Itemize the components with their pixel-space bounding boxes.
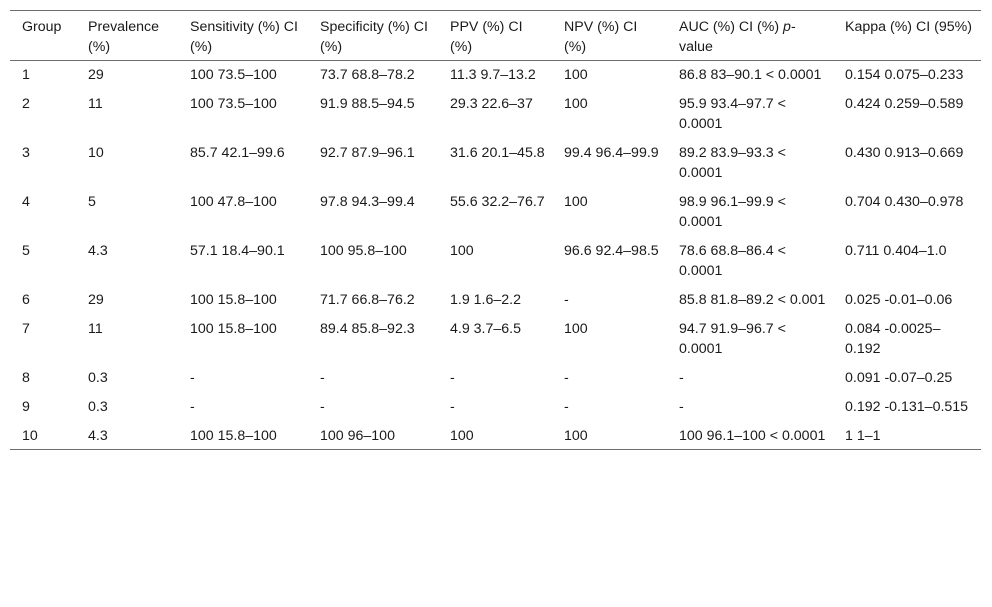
cell-specificity: 100 96–100: [320, 428, 395, 444]
cell-auc: 86.8 83–90.1 < 0.0001: [679, 67, 822, 83]
cell-auc: -: [679, 370, 684, 386]
header-prevalence: Prevalence (%): [88, 19, 159, 55]
header-auc-p: p: [783, 19, 791, 35]
cell-prevalence: 5: [88, 194, 96, 210]
table-header: [10, 11, 981, 61]
table-row: [10, 61, 981, 89]
cell-npv: -: [564, 399, 569, 415]
cell-sensitivity: 100 47.8–100: [190, 194, 277, 210]
cell-kappa: 0.704 0.430–0.978: [845, 194, 964, 210]
header-npv: NPV (%) CI (%): [564, 19, 638, 55]
cell-ppv: 11.3 9.7–13.2: [450, 67, 536, 83]
table-row: [10, 313, 981, 362]
cell-auc: 100 96.1–100 < 0.0001: [679, 428, 826, 444]
cell-auc: 94.7 91.9–96.7 < 0.0001: [679, 321, 786, 357]
cell-sensitivity: 57.1 18.4–90.1: [190, 243, 285, 259]
cell-specificity: 91.9 88.5–94.5: [320, 96, 415, 112]
cell-specificity: -: [320, 370, 325, 386]
cell-sensitivity: 100 15.8–100: [190, 321, 277, 337]
header-kappa: Kappa (%) CI (95%): [845, 19, 972, 35]
cell-prevalence: 4.3: [88, 243, 108, 259]
cell-group: 8: [22, 370, 30, 386]
cell-ppv: 4.9 3.7–6.5: [450, 321, 521, 337]
header-row: [10, 11, 981, 61]
cell-specificity: 100 95.8–100: [320, 243, 407, 259]
header-auc: [667, 11, 833, 61]
cell-npv: 99.4 96.4–99.9: [564, 145, 659, 161]
cell-npv: 100: [564, 96, 588, 112]
cell-sensitivity: 85.7 42.1–99.6: [190, 145, 285, 161]
cell-group: 4: [22, 194, 30, 210]
cell-npv: -: [564, 370, 569, 386]
header-ppv: PPV (%) CI (%): [450, 19, 523, 55]
cell-ppv: 29.3 22.6–37: [450, 96, 533, 112]
cell-prevalence: 29: [88, 67, 104, 83]
cell-prevalence: 11: [88, 96, 103, 112]
cell-kappa: 0.192 -0.131–0.515: [845, 399, 969, 415]
header-group: Group: [22, 19, 62, 35]
cell-auc: 89.2 83.9–93.3 < 0.0001: [679, 145, 786, 181]
cell-kappa: 0.091 -0.07–0.25: [845, 370, 953, 386]
table-row: [10, 235, 981, 284]
cell-kappa: 0.084 -0.0025–0.192: [845, 321, 941, 357]
cell-prevalence: 0.3: [88, 399, 108, 415]
cell-prevalence: 11: [88, 321, 103, 337]
cell-auc: 78.6 68.8–86.4 < 0.0001: [679, 243, 786, 279]
cell-group: 10: [22, 428, 38, 444]
table-row: [10, 88, 981, 137]
cell-group: 9: [22, 399, 30, 415]
cell-npv: 100: [564, 67, 588, 83]
cell-group: 6: [22, 292, 30, 308]
cell-npv: 100: [564, 428, 588, 444]
cell-prevalence: 0.3: [88, 370, 108, 386]
cell-kappa: 0.025 -0.01–0.06: [845, 292, 953, 308]
cell-kappa: 0.711 0.404–1.0: [845, 243, 947, 259]
results-table: [10, 10, 981, 450]
cell-group: 3: [22, 145, 30, 161]
cell-ppv: -: [450, 370, 455, 386]
cell-specificity: 97.8 94.3–99.4: [320, 194, 415, 210]
header-sensitivity: Sensitivity (%) CI (%): [190, 19, 298, 55]
table-row: [10, 137, 981, 186]
table-row: [10, 362, 981, 391]
table-row: [10, 186, 981, 235]
cell-prevalence: 10: [88, 145, 104, 161]
header-auc-text: AUC (%) CI (%): [679, 19, 784, 35]
cell-specificity: 73.7 68.8–78.2: [320, 67, 415, 83]
cell-auc: 95.9 93.4–97.7 < 0.0001: [679, 96, 786, 132]
cell-sensitivity: 100 73.5–100: [190, 67, 277, 83]
cell-sensitivity: 100 15.8–100: [190, 292, 277, 308]
table-row: [10, 420, 981, 450]
table-body: [10, 61, 981, 450]
cell-ppv: 1.9 1.6–2.2: [450, 292, 521, 308]
cell-kappa: 1 1–1: [845, 428, 881, 444]
cell-auc: -: [679, 399, 684, 415]
cell-specificity: 71.7 66.8–76.2: [320, 292, 415, 308]
cell-auc: 98.9 96.1–99.9 < 0.0001: [679, 194, 786, 230]
cell-ppv: -: [450, 399, 455, 415]
cell-sensitivity: 100 73.5–100: [190, 96, 277, 112]
cell-kappa: 0.430 0.913–0.669: [845, 145, 964, 161]
cell-specificity: -: [320, 399, 325, 415]
cell-ppv: 100: [450, 243, 474, 259]
header-auc-suffix: -value: [679, 19, 796, 55]
cell-npv: 96.6 92.4–98.5: [564, 243, 659, 259]
cell-auc: 85.8 81.8–89.2 < 0.001: [679, 292, 826, 308]
cell-sensitivity: 100 15.8–100: [190, 428, 277, 444]
header-specificity: Specificity (%) CI (%): [320, 19, 428, 55]
table-row: [10, 284, 981, 313]
cell-prevalence: 4.3: [88, 428, 108, 444]
cell-npv: 100: [564, 321, 588, 337]
cell-npv: -: [564, 292, 569, 308]
cell-group: 5: [22, 243, 30, 259]
table-row: [10, 391, 981, 420]
cell-ppv: 100: [450, 428, 474, 444]
cell-ppv: 31.6 20.1–45.8: [450, 145, 545, 161]
cell-sensitivity: -: [190, 399, 195, 415]
cell-sensitivity: -: [190, 370, 195, 386]
cell-kappa: 0.154 0.075–0.233: [845, 67, 964, 83]
cell-group: 1: [22, 67, 30, 83]
cell-kappa: 0.424 0.259–0.589: [845, 96, 964, 112]
cell-ppv: 55.6 32.2–76.7: [450, 194, 545, 210]
cell-specificity: 89.4 85.8–92.3: [320, 321, 415, 337]
cell-specificity: 92.7 87.9–96.1: [320, 145, 415, 161]
cell-group: 2: [22, 96, 30, 112]
cell-prevalence: 29: [88, 292, 104, 308]
cell-npv: 100: [564, 194, 588, 210]
cell-group: 7: [22, 321, 30, 337]
